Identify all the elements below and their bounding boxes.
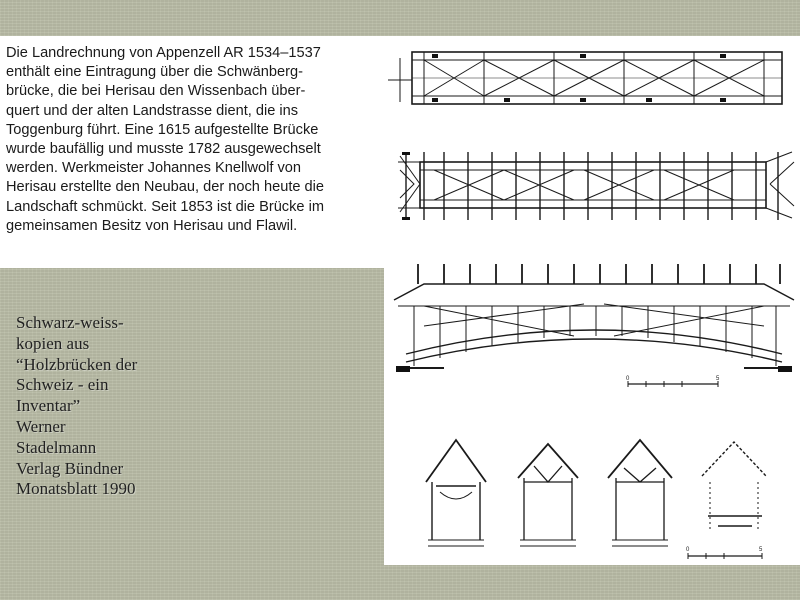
bridge-elevation xyxy=(394,264,794,387)
elevation-scale-end: 5 xyxy=(716,376,720,382)
bridge-plan-top xyxy=(388,52,782,104)
intro-text-panel xyxy=(0,36,384,268)
bridge-drawings-panel xyxy=(384,36,800,565)
bridge-plan-deck xyxy=(398,152,794,220)
elevation-scale-start: 0 xyxy=(626,376,630,382)
intro-paragraph: Die Landrechnung von Appenzell AR 1534–1537 enthält eine Eintragung über die Schwänberg- brücke, die bei Herisau den Wissenbach über- quert und der alten Landstrasse dient, die ins Toggenburg führt. Eine 1615 aufgestellte Brücke wurde baufällig und musste 1782 ausgewechselt werden. Werkmeister Johannes Knellwolf von Herisau erstellte den Neubau, der noch heute die Landschaft schmückt. Seit 1853 ist die Brücke im gemeinsamen Besitz von Herisau und Flawil. xyxy=(6,45,325,234)
sections-scale-end: 5 xyxy=(759,547,763,553)
cross-section-1 xyxy=(426,440,486,546)
cross-section-3 xyxy=(608,440,672,546)
cross-section-4 xyxy=(702,442,766,532)
source-caption: Schwarz-weiss- kopien aus “Holzbrücken der Schweiz - ein Inventar” Werner Stadelmann Verlag Bündner Monatsblatt 1990 xyxy=(16,313,138,499)
cross-section-2 xyxy=(518,444,578,546)
sections-scale-start: 0 xyxy=(686,547,690,553)
bridge-cross-sections xyxy=(426,440,766,559)
